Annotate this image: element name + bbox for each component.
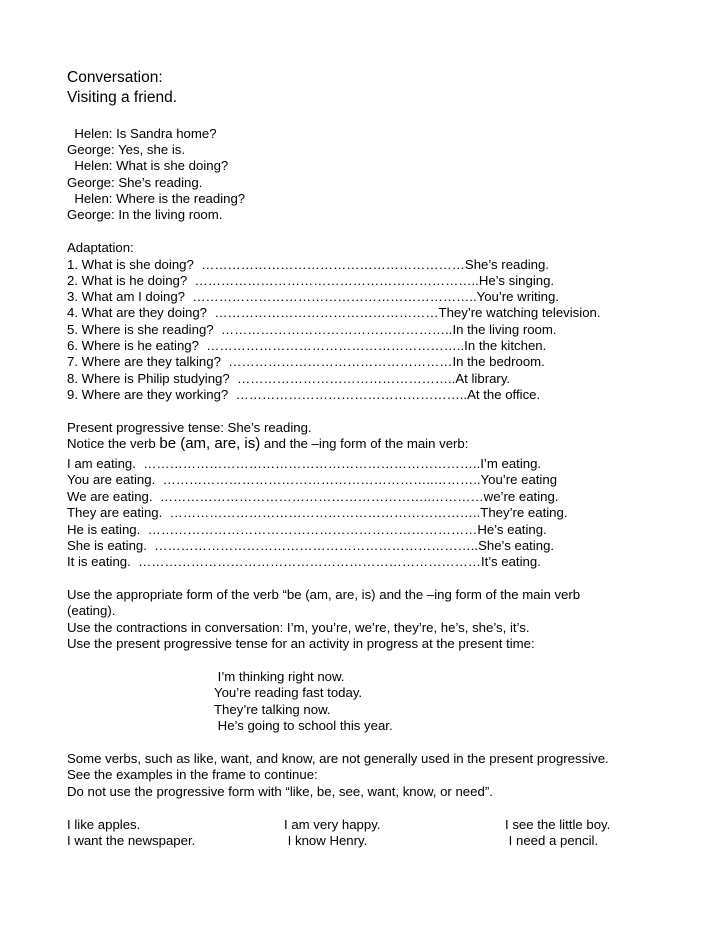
instruction-line: Use the contractions in conversation: I’m, you’re, we’re, they’re, he’s, she’s, it’s.: [67, 620, 530, 635]
instruction-line: Use the appropriate form of the verb “be (am, are, is) and the –ing form of the main verb: [67, 587, 581, 602]
frame-cell: I see the little boy.: [505, 817, 611, 832]
frame-cell: I know Henry.: [284, 833, 368, 848]
adaptation-item: 5. Where is she reading? ……………………………………………..In the living room.: [67, 322, 557, 337]
frame-cell: I want the newspaper.: [67, 833, 196, 848]
adaptation-item: 3. What am I doing? ………………………………………………………..You’re writing.: [67, 289, 559, 304]
title-line-2: Visiting a friend.: [67, 89, 177, 106]
frame-cell: I like apples.: [67, 817, 141, 832]
non-progressive-line: Some verbs, such as like, want, and know, are not generally used in the present progressive.: [67, 751, 609, 766]
example-line: He is eating. …………………………………………………………………He’s eating.: [67, 522, 547, 537]
adaptation-item: 8. Where is Philip studying? …………………………………………..At library.: [67, 371, 511, 386]
non-progressive-line: See the examples in the frame to continue:: [67, 767, 318, 782]
indented-example: I’m thinking right now.: [214, 669, 345, 684]
example-line: We are eating. ……………………………………………………..…………we’re eating.: [67, 489, 559, 504]
notice-prefix: Notice the verb: [67, 436, 160, 451]
grammar-heading: Present progressive tense: She’s reading.: [67, 420, 312, 435]
adaptation-heading: Adaptation:: [67, 240, 134, 255]
conversation-line: George: She’s reading.: [67, 175, 203, 190]
adaptation-item: 1. What is she doing? ……………………………………………………She’s reading.: [67, 257, 549, 272]
adaptation-item: 2. What is he doing? ………………………………………………………..He’s singing.: [67, 273, 555, 288]
conversation-line: George: Yes, she is.: [67, 142, 186, 157]
conversation-line: Helen: Is Sandra home?: [67, 126, 217, 141]
notice-line: [67, 436, 468, 453]
example-line: They are eating. ……………………………………………………………..They’re eating.: [67, 505, 568, 520]
adaptation-item: 6. Where is he eating? …………………………………………………..In the kitchen.: [67, 338, 547, 353]
frame-cell: I need a pencil.: [505, 833, 599, 848]
instruction-line: Use the present progressive tense for an activity in progress at the present time:: [67, 636, 535, 651]
title-line-1: Conversation:: [67, 69, 163, 86]
frame-cell: I am very happy.: [284, 817, 381, 832]
conversation-line: Helen: What is she doing?: [67, 158, 229, 173]
conversation-line: Helen: Where is the reading?: [67, 191, 246, 206]
example-line: You are eating. ……………………………………………………..………..You’re eating: [67, 472, 558, 487]
adaptation-item: 4. What are they doing? ……………………………………………They’re watching television.: [67, 305, 601, 320]
non-progressive-line: Do not use the progressive form with “like, be, see, want, know, or need”.: [67, 784, 493, 799]
instruction-line: (eating).: [67, 603, 116, 618]
indented-example: He’s going to school this year.: [214, 718, 393, 733]
notice-verb: be (am, are, is): [159, 435, 261, 452]
adaptation-item: 9. Where are they working? ……………………………………………..At the office.: [67, 387, 541, 402]
conversation-line: George: In the living room.: [67, 207, 223, 222]
example-line: She is eating. ………………………………………………………………..She’s eating.: [67, 538, 555, 553]
example-line: I am eating. …………………………………………………………………..I’m eating.: [67, 456, 542, 471]
indented-example: They’re talking now.: [214, 702, 331, 717]
adaptation-item: 7. Where are they talking? ……………………………………………In the bedroom.: [67, 354, 545, 369]
example-line: It is eating. ……………………………………………………………………It’s eating.: [67, 554, 541, 569]
notice-suffix: and the –ing form of the main verb:: [260, 436, 469, 451]
indented-example: You’re reading fast today.: [214, 685, 363, 700]
